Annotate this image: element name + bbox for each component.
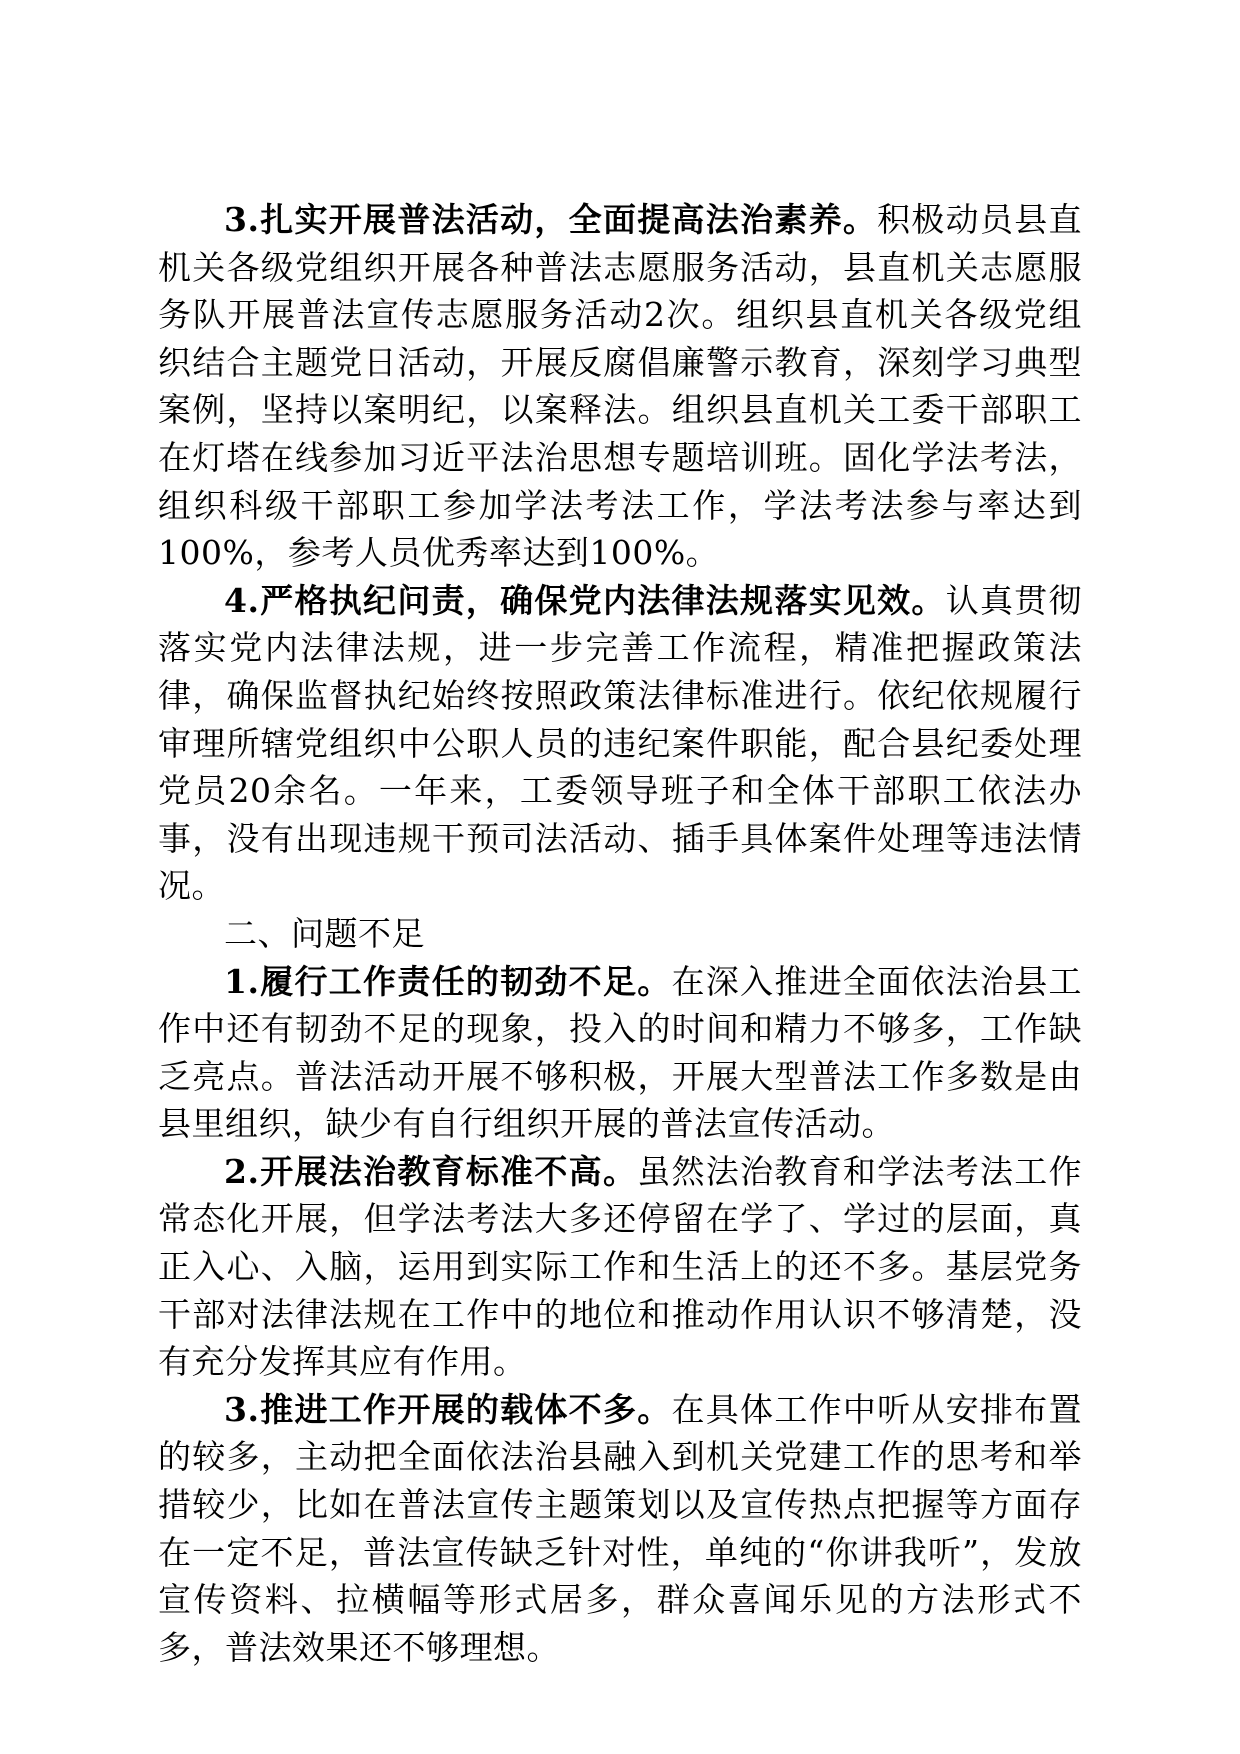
paragraph-work-carriers bbox=[158, 1386, 1082, 1672]
paragraph-body: 在深入推进全面依法治县工作中还有韧劲不足的现象，投入的时间和精力不够多，工作缺乏亮点。普法活动开展不够积极，开展大型普法工作多数是由县里组织，缺少有自行组织开展的普法宣传活动。 bbox=[158, 961, 1083, 1144]
paragraph-legal-education bbox=[158, 196, 1082, 577]
paragraph-body: 积极动员县直机关各级党组织开展各种普法志愿服务活动，县直机关志愿服务队开展普法宣传志愿服务活动2次。组织县直机关各级党组织结合主题党日活动，开展反腐倡廉警示教育，深刻学习典型案例，坚持以案明纪，以案释法。组织县直机关工委干部职工在灯塔在线参加习近平法治思想专题培训班。固化学法考法，组织科级干部职工参加学法考法工作，学法考法参与率达到100%，参考人员优秀率达到100%。 bbox=[158, 200, 1083, 573]
paragraph-lead: 1.履行工作责任的韧劲不足。 bbox=[224, 961, 672, 1001]
section-heading: 二、问题不足 bbox=[224, 913, 425, 953]
paragraph-education-standard bbox=[158, 1148, 1082, 1386]
paragraph-discipline bbox=[158, 577, 1082, 910]
paragraph-body: 在具体工作中听从安排布置的较多，主动把全面依法治县融入到机关党建工作的思考和举措较少，比如在普法宣传主题策划以及宣传热点把握等方面存在一定不足，普法宣传缺乏针对性，单纯的“你讲我听”，发放宣传资料、拉横幅等形式居多，群众喜闻乐见的方法形式不多，普法效果还不够理想。 bbox=[158, 1389, 1083, 1667]
paragraph-lead: 2.开展法治教育标准不高。 bbox=[224, 1151, 638, 1191]
paragraph-body: 虽然法治教育和学法考法工作常态化开展，但学法考法大多还停留在学了、学过的层面，真正入心、入脑，运用到实际工作和生活上的还不多。基层党务干部对法律法规在工作中的地位和推动作用认识不够清楚，没有充分发挥其应有作用。 bbox=[158, 1151, 1083, 1382]
paragraph-lead: 3.推进工作开展的载体不多。 bbox=[224, 1389, 672, 1429]
document-page bbox=[158, 196, 1082, 1671]
paragraph-lead: 3.扎实开展普法活动，全面提高法治素养。 bbox=[224, 200, 878, 239]
paragraph-body: 认真贯彻落实党内法律法规，进一步完善工作流程，精准把握政策法律，确保监督执纪始终按照政策法律标准进行。依纪依规履行审理所辖党组织中公职人员的违纪案件职能，配合县纪委处理党员20余名。一年来，工委领导班子和全体干部职工依法办事，没有出现违规干预司法活动、插手具体案件处理等违法情况。 bbox=[158, 580, 1083, 906]
paragraph-responsibility bbox=[158, 958, 1082, 1148]
paragraph-lead: 4.严格执纪问责，确保党内法律法规落实见效。 bbox=[224, 580, 946, 620]
